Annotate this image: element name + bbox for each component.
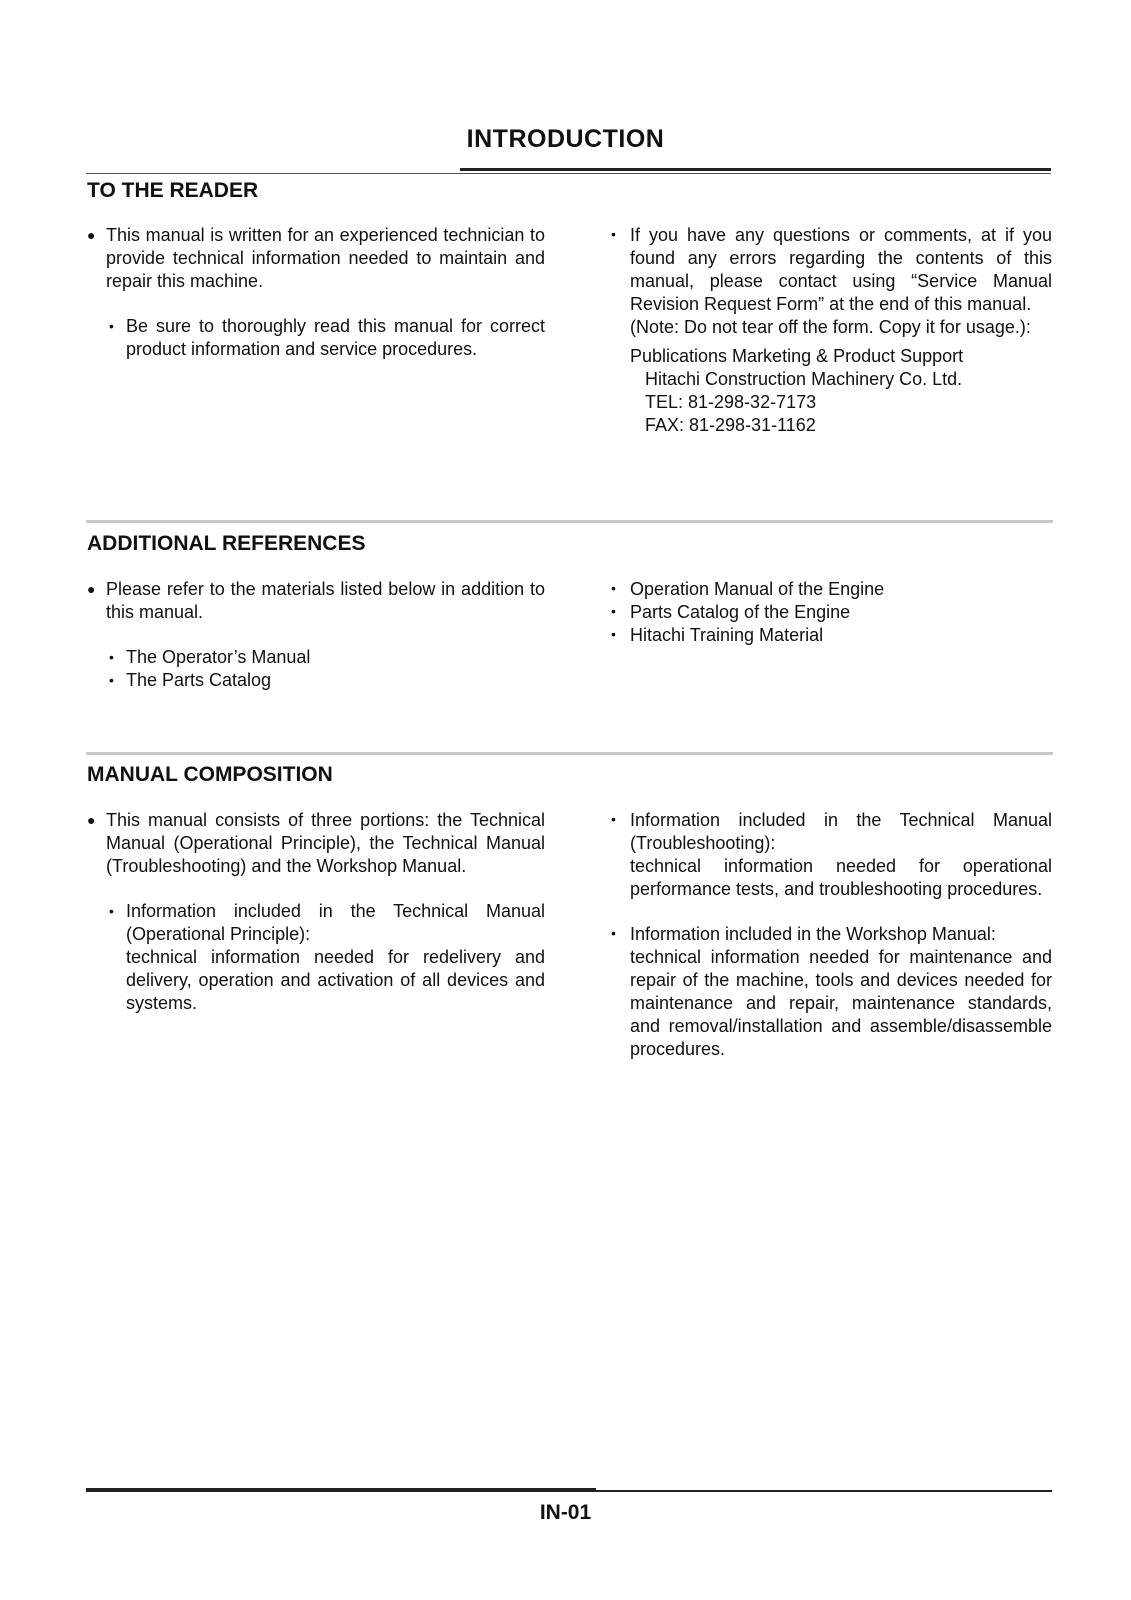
list-item — [611, 224, 1052, 437]
paragraph: technical information needed for redelivery and delivery, operation and activation of all devices and systems. — [126, 947, 545, 1013]
paragraph: This manual consists of three portions: the Technical Manual (Operational Principle), the Technical Manual (Troubleshooting) and the Workshop Manual. — [106, 810, 545, 876]
bullet-small-icon: • — [109, 649, 114, 665]
list-item — [611, 601, 1052, 624]
section-heading-to-the-reader: TO THE READER — [87, 179, 259, 202]
list-item — [611, 578, 1052, 601]
paragraph: Information included in the Technical Manual (Troubleshooting): — [630, 810, 1052, 853]
bullet-dot-icon: ● — [87, 812, 96, 828]
bullet-small-icon: • — [109, 672, 114, 688]
title-rule-thin — [86, 173, 1051, 174]
contact-address — [630, 345, 1052, 437]
bullet-small-icon: • — [109, 318, 114, 334]
paragraph: If you have any questions or comments, at if you found any errors regarding the contents of this manual, please contact using “Service Manual Revision Request Form” at the end of this manual. — [630, 225, 1052, 314]
sub-list-item — [87, 900, 545, 1015]
manual-composition-right-column — [611, 809, 1052, 1061]
page-number: IN-01 — [539, 1501, 592, 1524]
paragraph: This manual is written for an experienced technician to provide technical information needed to maintain and repair this machine. — [106, 225, 545, 291]
paragraph: technical information needed for operational performance tests, and troubleshooting procedures. — [630, 856, 1052, 899]
paragraph: Information included in the Technical Manual (Operational Principle): — [126, 901, 545, 944]
to-the-reader-left-column — [87, 224, 545, 361]
address-line: Hitachi Construction Machinery Co. Ltd. — [645, 369, 963, 389]
additional-references-left-column — [87, 578, 545, 692]
address-line: FAX: 81-298-31-1162 — [645, 415, 816, 435]
sub-list-item — [87, 646, 545, 669]
sub-list-item — [87, 669, 545, 692]
manual-composition-left-column — [87, 809, 545, 1015]
list-item-text: The Parts Catalog — [126, 670, 272, 690]
list-item — [611, 809, 1052, 901]
section-rule — [86, 752, 1053, 755]
section-heading-manual-composition: MANUAL COMPOSITION — [87, 763, 333, 786]
title-rule-thick — [460, 168, 1051, 171]
bullet-small-icon: • — [611, 626, 616, 642]
bullet-small-icon: • — [611, 811, 616, 827]
section-rule — [86, 520, 1053, 523]
bullet-small-icon: • — [611, 226, 616, 242]
address-line: Publications Marketing & Product Support — [630, 346, 964, 366]
list-item — [611, 923, 1052, 1061]
sub-list-item — [87, 315, 545, 361]
paragraph: technical information needed for maintenance and repair of the machine, tools and devices needed for maintenance and repair, maintenance standards, and removal/installation and assemble/disassemble procedures. — [630, 947, 1052, 1059]
paragraph: Please refer to the materials listed below in addition to this manual. — [106, 579, 545, 622]
section-heading-additional-references: ADDITIONAL REFERENCES — [87, 532, 366, 555]
list-item-text: Hitachi Training Material — [630, 625, 824, 645]
list-item-text: The Operator’s Manual — [126, 647, 311, 667]
bullet-small-icon: • — [109, 903, 114, 919]
bullet-dot-icon: ● — [87, 227, 96, 243]
to-the-reader-right-column — [611, 224, 1052, 437]
footer-rule-thick — [86, 1488, 596, 1491]
list-item-text: Operation Manual of the Engine — [630, 579, 885, 599]
additional-references-right-column — [611, 578, 1052, 647]
page-title: INTRODUCTION — [466, 125, 665, 153]
list-item — [611, 624, 1052, 647]
list-item — [87, 809, 545, 878]
address-line: TEL: 81-298-32-7173 — [645, 392, 817, 412]
paragraph: Be sure to thoroughly read this manual for correct product information and service procedures. — [126, 316, 545, 359]
bullet-dot-icon: ● — [87, 581, 96, 597]
list-item-text: Parts Catalog of the Engine — [630, 602, 851, 622]
bullet-small-icon: • — [611, 580, 616, 596]
note-text: (Note: Do not tear off the form. Copy it for usage.): — [630, 317, 1031, 337]
bullet-small-icon: • — [611, 603, 616, 619]
list-item — [87, 224, 545, 293]
paragraph: Information included in the Workshop Manual: — [630, 924, 996, 944]
list-item — [87, 578, 545, 624]
bullet-small-icon: • — [611, 925, 616, 941]
